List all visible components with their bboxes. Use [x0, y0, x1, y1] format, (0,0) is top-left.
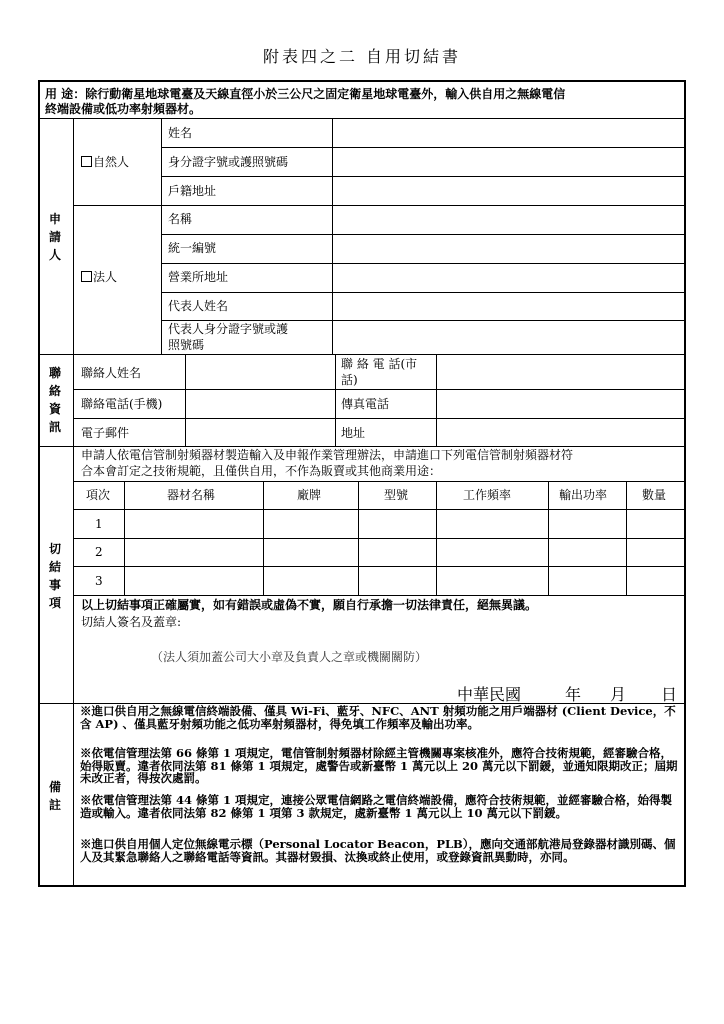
- purpose-line-1: 用 途：除行動衛星地球電臺及天線直徑小於三公尺之固定衛星地球電臺外，輸入供自用之無線電信: [45, 87, 566, 101]
- id-number-input[interactable]: [334, 149, 684, 175]
- field-label: 姓名: [168, 126, 193, 140]
- signature-label: 切結人簽名及蓋章:: [81, 615, 182, 629]
- natural-person-checkbox-label: 自然人: [81, 155, 129, 169]
- field-label: 代表人姓名: [168, 299, 229, 313]
- remark-item: ※依電信管理法第 44 條第 1 項規定，連接公眾電信網路之電信終端設備，應符合技術規範，並經審驗合格，始得製造或輸入。違者依同法第 82 條第 1 項第 3 款規定，處新臺幣 1 萬元以上 10 萬元以下罰鍰。: [80, 793, 673, 820]
- tax-id-input[interactable]: [334, 236, 684, 262]
- date-year: 年: [565, 685, 582, 704]
- rule: [73, 538, 686, 539]
- field-label: 統一編號: [168, 241, 217, 255]
- rule: [161, 118, 162, 354]
- affidavit-intro: 申請人依電信管制射頻器材製造輸入及申報作業管理辦法，申請進口下列電信管制射頻器材符: [81, 448, 574, 462]
- date-era: 中華民國: [457, 685, 522, 704]
- date-month: 月: [610, 685, 627, 704]
- rule: [263, 481, 264, 595]
- affidavit-label: 切結事項: [48, 542, 61, 610]
- rule: [335, 354, 336, 446]
- company-name-input[interactable]: [334, 207, 684, 233]
- remark-item: ※依電信管理法第 66 條第 1 項規定，電信管制射頻器材除經主管機關專案核准外，應符合技術規範，經審驗合格，始得販賣。違者依同法第 81 條第 1 項規定，處警告或新臺幣 1 萬元以上 20 萬元以下罰鍰，並通知限期改正；屆期未改正者，得按次處罰。: [80, 746, 678, 785]
- rule: [548, 481, 549, 595]
- field-label: 聯絡人姓名: [81, 366, 142, 380]
- juristic-person-checkbox[interactable]: [81, 271, 92, 282]
- row-number: 3: [95, 574, 103, 588]
- natural-person-checkbox[interactable]: [81, 156, 92, 167]
- purpose-line-2: 終端設備或低功率射頻器材。: [45, 102, 202, 116]
- field-label: 聯 絡 電 話(市: [341, 357, 418, 371]
- name-input[interactable]: [334, 120, 684, 146]
- column-header: 廠牌: [297, 488, 322, 502]
- rule: [161, 320, 686, 321]
- landline-input[interactable]: [438, 356, 684, 388]
- representative-id-input[interactable]: [334, 322, 684, 353]
- field-label: 戶籍地址: [168, 184, 217, 198]
- business-address-input[interactable]: [334, 265, 684, 291]
- field-label: 話): [341, 373, 358, 387]
- rule: [626, 481, 627, 595]
- household-address-input[interactable]: [334, 178, 684, 204]
- rule: [161, 263, 686, 264]
- affidavit-intro: 合本會訂定之技術規範，且僅供自用，不作為販賣或其他商業用途：: [81, 464, 442, 478]
- row-number: 1: [95, 517, 103, 531]
- field-label: 營業所地址: [168, 270, 229, 284]
- field-label: 身分證字號或護照號碼: [168, 155, 289, 169]
- field-label: 傳真電話: [341, 397, 390, 411]
- applicant-label: 申請人: [48, 212, 61, 262]
- contact-label: 聯絡資訊: [48, 366, 61, 434]
- column-header: 數量: [642, 488, 667, 502]
- rule: [73, 509, 686, 510]
- declaration: 以上切結事項正確屬實，如有錯誤或虛偽不實，願自行承擔一切法律責任，絕無異議。: [81, 598, 538, 612]
- rule: [73, 418, 686, 419]
- column-header: 工作頻率: [463, 488, 512, 502]
- date-day: 日: [661, 685, 678, 704]
- row-number: 2: [95, 545, 103, 559]
- remarks-label: 備註: [48, 780, 61, 812]
- rule: [332, 118, 333, 354]
- rule: [73, 389, 686, 390]
- field-label: 聯絡電話(手機): [81, 397, 163, 411]
- rule: [38, 354, 686, 355]
- rule: [73, 118, 74, 885]
- field-label: 地址: [341, 426, 366, 440]
- rule: [161, 147, 686, 148]
- rule: [124, 481, 125, 595]
- mobile-input[interactable]: [187, 391, 334, 417]
- column-header: 輸出功率: [559, 488, 608, 502]
- field-label: 代表人身分證字號或護: [168, 322, 289, 336]
- representative-name-input[interactable]: [334, 294, 684, 319]
- rule: [73, 481, 686, 482]
- column-header: 項次: [86, 488, 111, 502]
- rule: [38, 446, 686, 447]
- fax-input[interactable]: [438, 391, 684, 417]
- email-input[interactable]: [187, 420, 334, 445]
- rule: [73, 205, 686, 206]
- rule: [161, 176, 686, 177]
- remark-item: ※進口供自用個人定位無線電示標（Personal Locator Beacon，PLB），應向交通部航港局登錄器材識別碼、個人及其緊急聯絡人之聯絡電話等資訊。其器材毀損、汰換或終止使用，或登錄資訊異動時，亦同。: [80, 837, 676, 864]
- field-label: 電子郵件: [81, 426, 130, 440]
- address-input[interactable]: [438, 420, 684, 445]
- rule: [161, 292, 686, 293]
- rule: [185, 354, 186, 446]
- rule: [436, 481, 437, 595]
- rule: [161, 234, 686, 235]
- remark-item: ※進口供自用之無線電信終端設備、僅具 Wi-Fi、藍牙、NFC、ANT 射頻功能之用戶端器材 (Client Device，不含 AP) 、僅具藍牙射頻功能之低功率射頻器材，得免填工作頻率及輸出功率。: [80, 704, 676, 731]
- column-header: 型號: [384, 488, 409, 502]
- contact-name-input[interactable]: [187, 356, 334, 388]
- rule: [38, 118, 686, 119]
- field-label: 照號碼: [168, 338, 205, 352]
- column-header: 器材名稱: [167, 488, 216, 502]
- juristic-person-checkbox-label: 法人: [81, 270, 117, 284]
- rule: [73, 566, 686, 567]
- rule: [73, 595, 686, 596]
- rule: [436, 354, 437, 446]
- page-title: 附表四之二 自用切結書: [262, 47, 462, 66]
- rule: [358, 481, 359, 595]
- field-label: 名稱: [168, 212, 193, 226]
- seal-note: （法人須加蓋公司大小章及負責人之章或機關關防）: [151, 650, 428, 664]
